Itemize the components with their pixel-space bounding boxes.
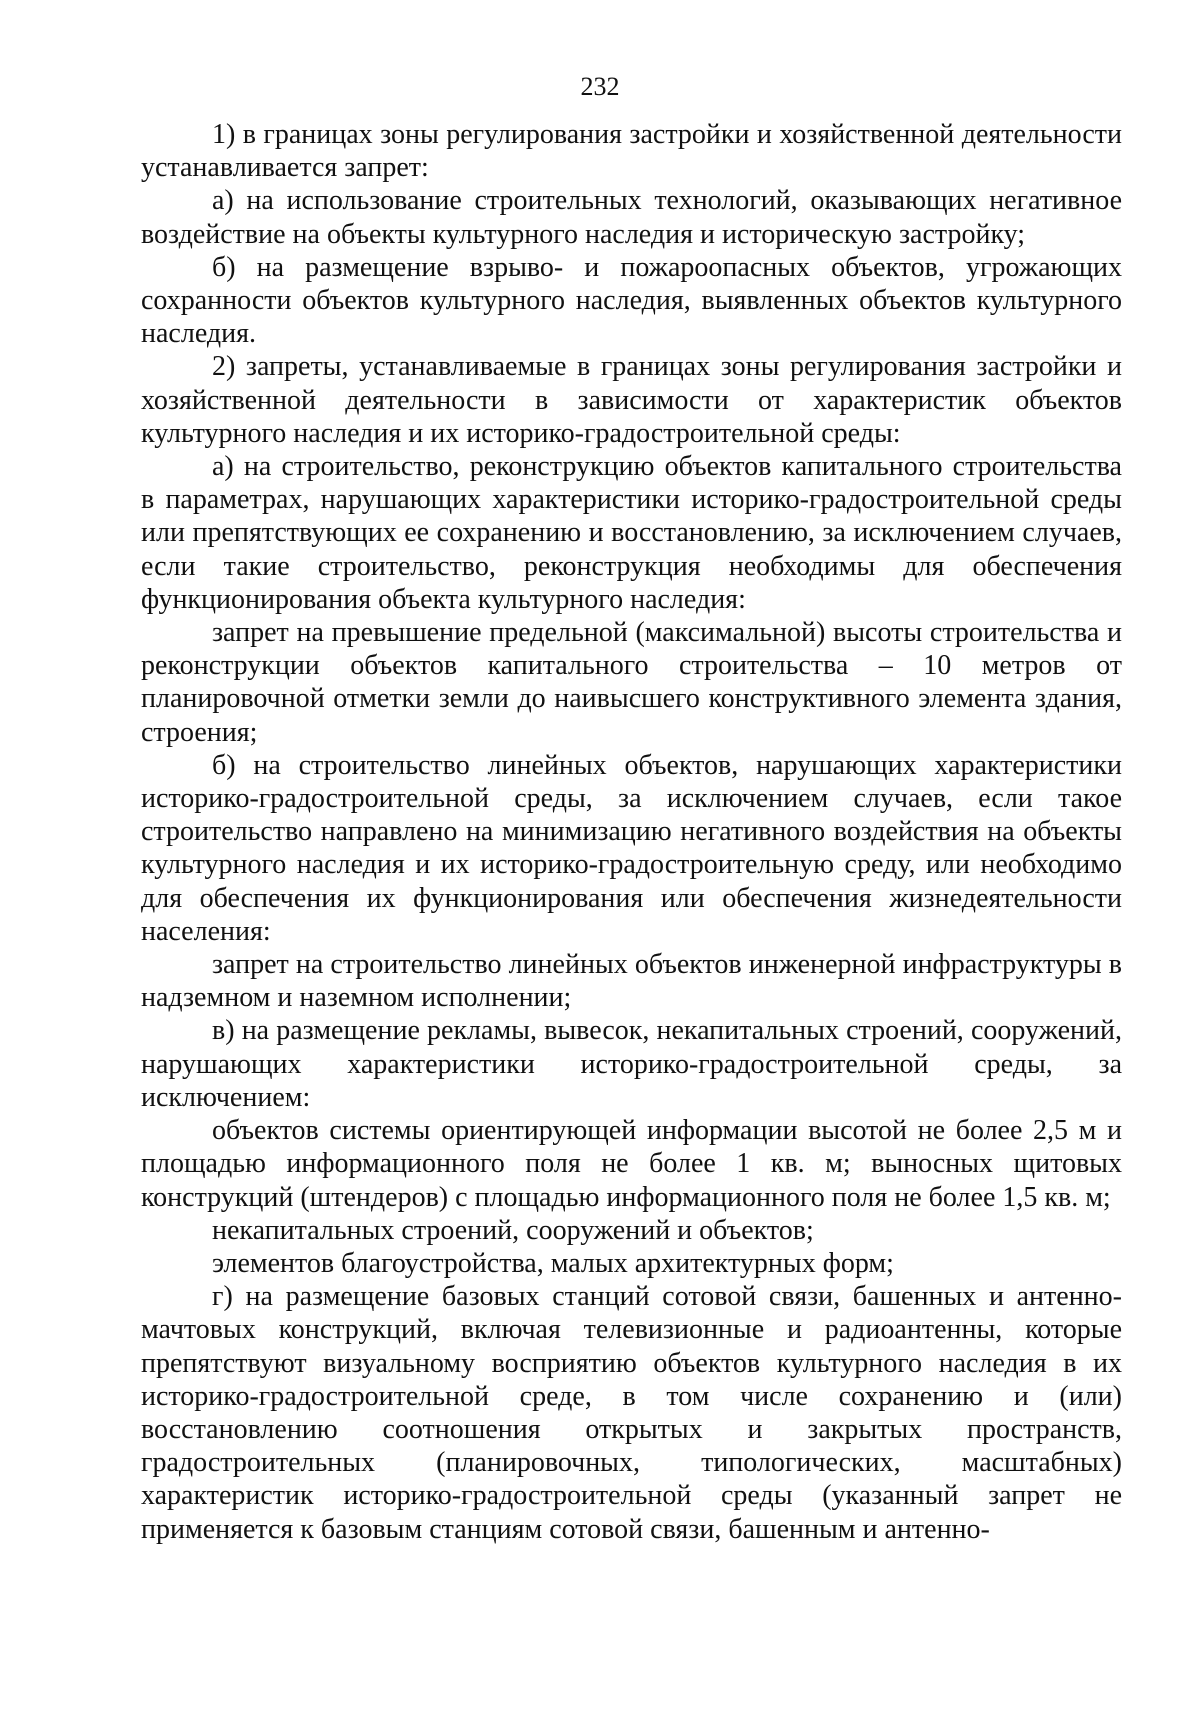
document-body: [141, 118, 1122, 1546]
paragraph-item-2: 2) запреты, устанавливаемые в границах зоны регулирования застройки и хозяйственной деятельности в зависимости от характеристик объектов культурного наследия и их историко-градостроительной среды:: [141, 351, 1122, 449]
paragraph-item-1: 1) в границах зоны регулирования застройки и хозяйственной деятельности устанавливается запрет:: [141, 119, 1122, 184]
paragraph-exception-landscaping: элементов благоустройства, малых архитектурных форм;: [212, 1247, 894, 1279]
page-number: 232: [580, 72, 620, 101]
paragraph-item-2a: а) на строительство, реконструкцию объектов капитального строительства в параметрах, нарушающих характеристики историко-градостроительной среды или препятствующих ее сохранению и восстановлению, за исключением случаев, если такие строительство, реконструкция необходимы для обеспечения функционирования объекта культурного наследия:: [141, 451, 1122, 615]
paragraph-exception-signage: объектов системы ориентирующей информации высотой не более 2,5 м и площадью информационного поля не более 1 кв. м; выносных щитовых конструкций (штендеров) с площадью информационного поля не более 1,5 кв. м;: [141, 1115, 1122, 1213]
paragraph-item-2b: б) на строительство линейных объектов, нарушающих характеристики историко-градостроительной среды, за исключением случаев, если такое строительство направлено на минимизацию негативного воздействия на объекты культурного наследия и их историко-градостроительную среду, или необходимо для обеспечения их функционирования или обеспечения жизнедеятельности населения:: [141, 749, 1122, 947]
paragraph-item-1a: а) на использование строительных технологий, оказывающих негативное воздействие на объекты культурного наследия и историческую застройку;: [141, 185, 1122, 250]
paragraph-exception-structures: некапитальных строений, сооружений и объектов;: [212, 1214, 814, 1246]
paragraph-item-2v: в) на размещение рекламы, вывесок, некапитальных строений, сооружений, нарушающих характеристики историко-градостроительной среды, за исключением:: [141, 1015, 1122, 1113]
paragraph-item-2g: г) на размещение базовых станций сотовой связи, башенных и антенно-мачтовых конструкций, включая телевизионные и радиоантенны, которые препятствуют визуальному восприятию объектов культурного наследия в их историко-градостроительной среде, в том числе сохранению и (или) восстановлению соотношения открытых и закрытых пространств, градостроительных (планировочных, типологических, масштабных) характеристик историко-градостроительной среды (указанный запрет не применяется к базовым станциям сотовой связи, башенным и антенно-: [141, 1281, 1122, 1545]
paragraph-height-limit: запрет на превышение предельной (максимальной) высоты строительства и реконструкции объектов капитального строительства – 10 метров от планировочной отметки земли до наивысшего конструктивного элемента здания, строения;: [141, 617, 1122, 748]
paragraph-item-1b: б) на размещение взрыво- и пожароопасных объектов, угрожающих сохранности объектов культурного наследия, выявленных объектов культурного наследия.: [141, 251, 1122, 350]
paragraph-linear-objects-ban: запрет на строительство линейных объектов инженерной инфраструктуры в надземном и наземном исполнении;: [141, 949, 1122, 1014]
